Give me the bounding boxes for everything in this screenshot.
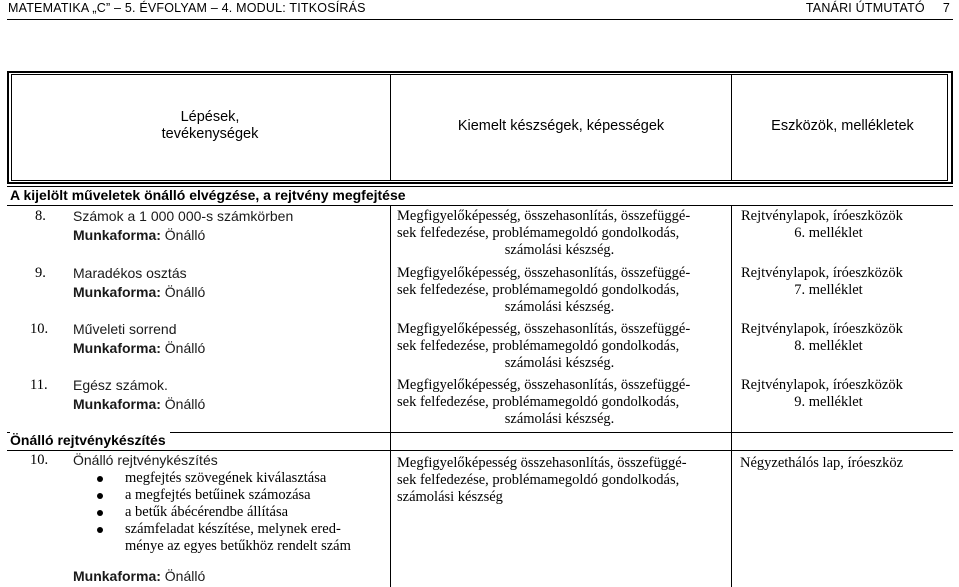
skills-line: számolási készség. xyxy=(504,242,615,258)
work-form-label: Munkaforma: xyxy=(73,227,161,243)
list-item xyxy=(97,470,351,487)
section-rule-bottom xyxy=(7,450,953,451)
row-number: 10. xyxy=(30,452,49,468)
row-skills xyxy=(397,455,687,506)
skills-line: sek felfedezése, problémamegoldó gondolkodás, xyxy=(397,338,680,354)
header-left: MATEMATIKA „C” – 5. ÉVFOLYAM – 4. MODUL: TITKOSÍRÁS xyxy=(8,1,366,15)
skills-line: számolási készség. xyxy=(504,299,615,315)
column-header-steps xyxy=(140,109,280,143)
tools-line: 8. melléklet xyxy=(794,338,863,354)
tools-line: 9. melléklet xyxy=(794,394,863,410)
header-divider-1 xyxy=(390,75,391,181)
work-form-label: Munkaforma: xyxy=(73,396,161,412)
row-skills xyxy=(397,321,722,372)
page-header xyxy=(0,0,959,19)
row-number: 8. xyxy=(35,208,46,224)
work-form-value: Önálló xyxy=(164,568,206,584)
row-number: 11. xyxy=(30,377,48,393)
row-skills xyxy=(397,208,722,259)
bullet-icon xyxy=(97,510,103,516)
header-guide: TANÁRI ÚTMUTATÓ xyxy=(805,1,925,15)
tools-line: Rejtvénylapok, íróeszközök xyxy=(741,321,903,337)
tools-line: 6. melléklet xyxy=(794,225,863,241)
steps-list xyxy=(97,470,351,555)
skills-line: Megfigyelőképesség, összehasonlítás, összefüggé- xyxy=(397,208,691,224)
bullet-icon xyxy=(97,527,103,533)
list-item-text: számfeladat készítése, melynek ered- xyxy=(125,521,341,537)
body-divider-1 xyxy=(390,205,391,587)
tools-line: Rejtvénylapok, íróeszközök xyxy=(741,208,903,224)
work-form-value: Önálló xyxy=(164,284,206,300)
tools-line: Rejtvénylapok, íróeszközök xyxy=(741,377,903,393)
list-item xyxy=(97,504,351,521)
work-form xyxy=(73,340,205,356)
list-item xyxy=(97,487,351,504)
work-form xyxy=(73,284,205,300)
work-form xyxy=(73,396,205,412)
header-right xyxy=(806,1,950,15)
list-item xyxy=(97,521,351,538)
work-form-label: Munkaforma: xyxy=(73,340,161,356)
tools-line: 7. melléklet xyxy=(794,282,863,298)
row-activity: Maradékos osztás xyxy=(73,265,187,281)
row-activity: Egész számok. xyxy=(73,377,168,393)
tools-line: Rejtvénylapok, íróeszközök xyxy=(741,265,903,281)
column-header-skills: Kiemelt készségek, képességek xyxy=(457,118,665,134)
row-number: 10. xyxy=(30,321,49,337)
body-divider-2 xyxy=(731,205,732,587)
work-form xyxy=(73,568,205,584)
list-item-text: megfejtés szövegének kiválasztása xyxy=(125,470,327,486)
work-form xyxy=(73,227,205,243)
row-activity: Műveleti sorrend xyxy=(73,321,177,337)
list-item-continuation xyxy=(97,538,351,555)
list-item-text: a megfejtés betűinek számozása xyxy=(125,487,311,503)
work-form-value: Önálló xyxy=(164,227,206,243)
column-header-steps-line2: tevékenységek xyxy=(161,126,259,142)
header-divider-2 xyxy=(731,75,732,181)
skills-line: számolási készség. xyxy=(504,411,615,427)
skills-line: Megfigyelőképesség, összehasonlítás, összefüggé- xyxy=(397,321,691,337)
row-tools xyxy=(741,265,916,299)
list-item-text: a betűk ábécérendbe állítása xyxy=(125,504,289,520)
list-item-text: ménye az egyes betűkhöz rendelt szám xyxy=(125,538,351,554)
header-rule xyxy=(7,19,953,20)
work-form-value: Önálló xyxy=(164,340,206,356)
bullet-icon xyxy=(97,476,103,482)
skills-line: Megfigyelőképesség, összehasonlítás, összefüggé- xyxy=(397,265,691,281)
bullet-icon xyxy=(97,493,103,499)
skills-line: sek felfedezése, problémamegoldó gondolkodás, xyxy=(397,282,680,298)
section-title-2: Önálló rejtvénykészítés xyxy=(10,432,170,448)
skills-line: sek felfedezése, problémamegoldó gondolkodás, xyxy=(397,394,680,410)
row-activity: Önálló rejtvénykészítés xyxy=(73,452,218,468)
skills-line: Megfigyelőképesség összehasonlítás, összefüggé- xyxy=(397,455,687,471)
skills-line: Megfigyelőképesség, összehasonlítás, összefüggé- xyxy=(397,377,691,393)
skills-line: sek felfedezése, problémamegoldó gondolkodás, xyxy=(397,472,680,488)
row-skills xyxy=(397,265,722,316)
row-number: 9. xyxy=(35,265,46,281)
column-header-tools: Eszközök, mellékletek xyxy=(771,118,914,134)
column-header-steps-line1: Lépések, xyxy=(180,109,240,125)
section-rule-bottom xyxy=(7,205,953,206)
work-form-label: Munkaforma: xyxy=(73,284,161,300)
row-tools xyxy=(741,208,916,242)
row-activity: Számok a 1 000 000-s számkörben xyxy=(73,208,294,224)
row-skills xyxy=(397,377,722,428)
work-form-value: Önálló xyxy=(164,396,206,412)
skills-line: számolási készség. xyxy=(504,355,615,371)
row-tools xyxy=(741,321,916,355)
page-number: 7 xyxy=(942,1,950,15)
skills-line: sek felfedezése, problémamegoldó gondolkodás, xyxy=(397,225,680,241)
row-tools: Négyzethálós lap, íróeszköz xyxy=(740,455,904,471)
skills-line: számolási készség xyxy=(397,489,503,505)
work-form-label: Munkaforma: xyxy=(73,568,161,584)
row-tools xyxy=(741,377,916,411)
section-title-1: A kijelölt műveletek önálló elvégzése, a rejtvény megfejtése xyxy=(10,187,406,203)
